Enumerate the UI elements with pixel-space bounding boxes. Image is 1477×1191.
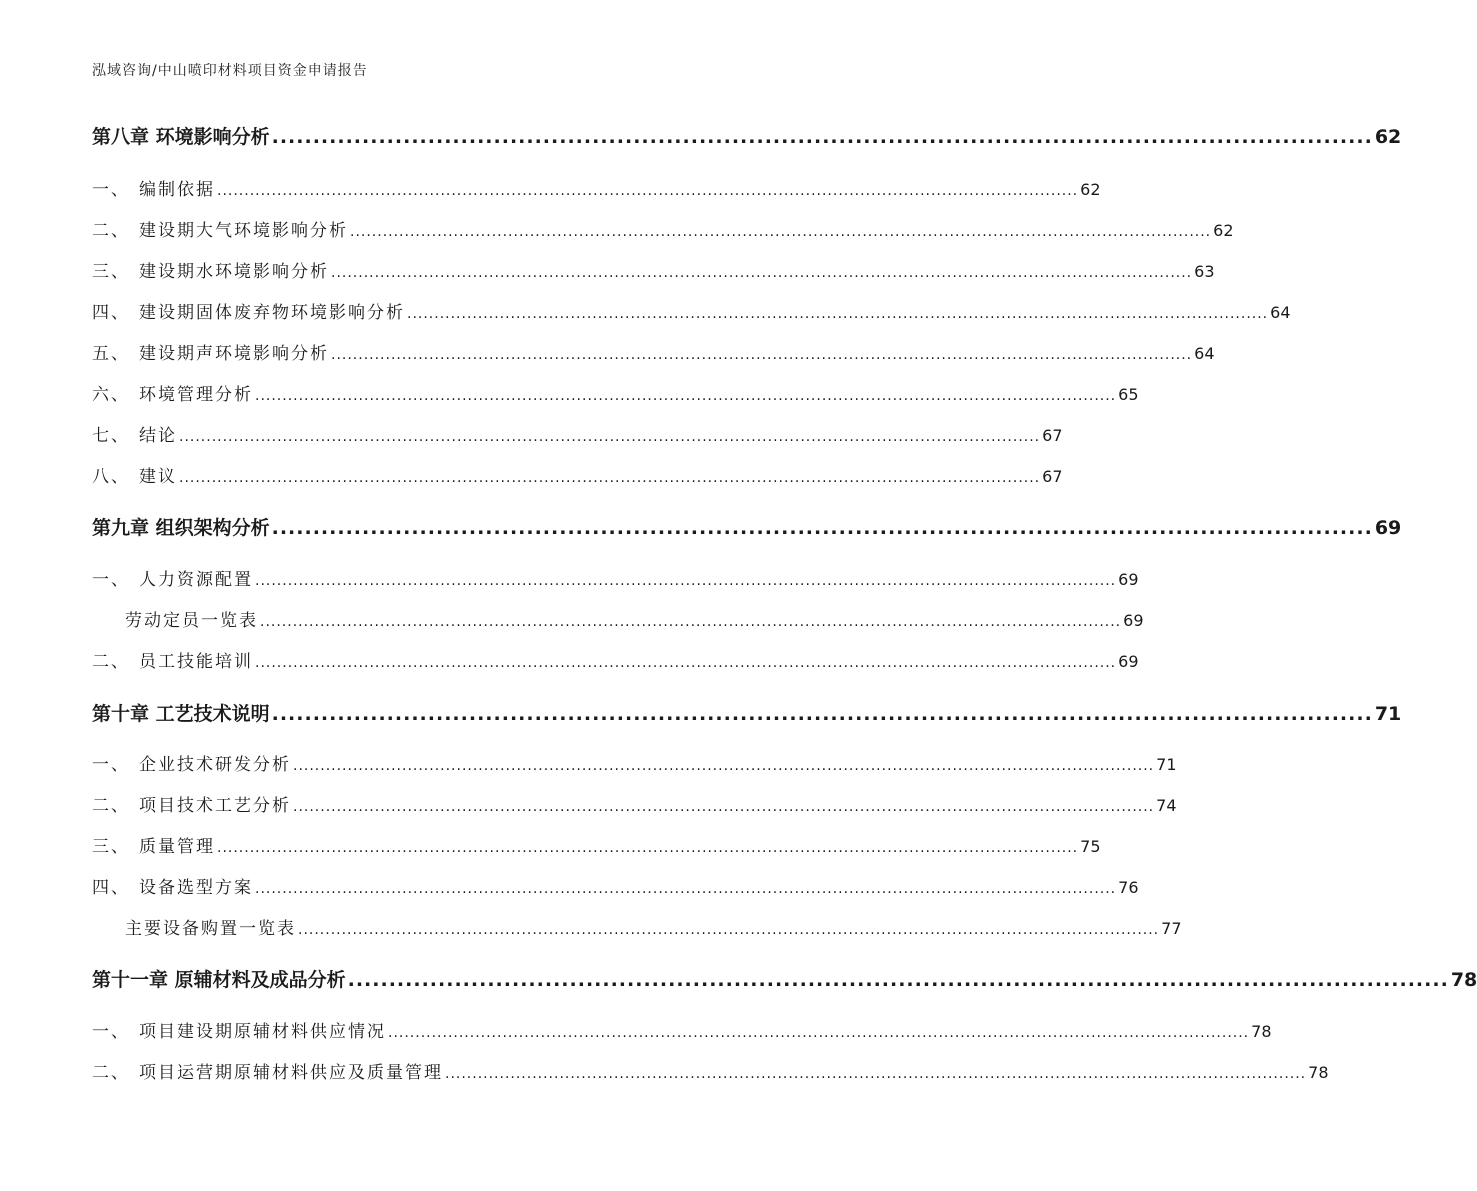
toc-page-number: 64 xyxy=(1194,344,1215,363)
leader-dots: .............................................................................................................................................................. xyxy=(255,881,1117,897)
toc-section[interactable] xyxy=(92,1058,1329,1083)
toc-page-number: 74 xyxy=(1156,796,1177,815)
leader-dots: .............................................................................................................................................................. xyxy=(445,1066,1307,1082)
toc-section[interactable] xyxy=(92,647,1139,672)
toc-section[interactable] xyxy=(92,462,1063,487)
toc-title: 第十一章 原辅材料及成品分析 xyxy=(92,969,346,991)
toc-title: 编制依据 xyxy=(139,180,215,200)
leader-dots: .............................................................................................................................................................. xyxy=(298,922,1160,938)
toc-table-entry[interactable] xyxy=(92,606,1144,631)
toc-number: 四、 xyxy=(92,878,130,898)
leader-dots: .............................................................................................................................................................. xyxy=(388,1025,1250,1041)
toc-number: 三、 xyxy=(92,837,130,857)
leader-dots: .............................................................................................................................................................. xyxy=(407,306,1269,322)
leader-dots: .............................................................................................................................................................. xyxy=(255,388,1117,404)
leader-dots: .............................................................................................................................................................. xyxy=(255,573,1117,589)
toc-page-number: 75 xyxy=(1080,837,1101,856)
leader-dots: .............................................................................................................................................................. xyxy=(179,470,1041,486)
toc-page-number: 64 xyxy=(1270,303,1291,322)
toc-page-number: 67 xyxy=(1042,467,1063,486)
toc-table-entry[interactable] xyxy=(92,914,1182,939)
toc-page-number: 69 xyxy=(1118,570,1139,589)
toc-chapter-11[interactable] xyxy=(92,965,1477,992)
toc-title: 员工技能培训 xyxy=(139,652,253,672)
toc-number: 二、 xyxy=(92,796,130,816)
toc-number: 八、 xyxy=(92,467,130,487)
toc-title: 主要设备购置一览表 xyxy=(125,919,296,939)
toc-number: 一、 xyxy=(92,570,130,590)
toc-title: 质量管理 xyxy=(139,837,215,857)
toc-page-number: 78 xyxy=(1308,1063,1329,1082)
toc-section[interactable] xyxy=(92,257,1215,282)
toc-number: 二、 xyxy=(92,221,130,241)
toc-page-number: 69 xyxy=(1374,517,1402,539)
toc-number: 五、 xyxy=(92,344,130,364)
toc-page-number: 77 xyxy=(1161,919,1182,938)
leader-dots: ...................................................................................................................................... xyxy=(271,126,1373,148)
page-header: 泓域咨询/中山喷印材料项目资金申请报告 xyxy=(92,63,368,79)
toc-title: 人力资源配置 xyxy=(139,570,253,590)
toc-section[interactable] xyxy=(92,791,1177,816)
toc-number: 一、 xyxy=(92,180,130,200)
leader-dots: .............................................................................................................................................................. xyxy=(293,758,1155,774)
toc-section[interactable] xyxy=(92,339,1215,364)
toc-page-number: 62 xyxy=(1374,126,1402,148)
toc-page-number: 62 xyxy=(1080,180,1101,199)
toc-chapter-10[interactable] xyxy=(92,699,1402,726)
toc-number: 七、 xyxy=(92,426,130,446)
toc-page-number: 69 xyxy=(1118,652,1139,671)
toc-page-number: 65 xyxy=(1118,385,1139,404)
toc-number: 一、 xyxy=(92,1022,130,1042)
toc-title: 项目建设期原辅材料供应情况 xyxy=(139,1022,386,1042)
leader-dots: .............................................................................................................................................................. xyxy=(331,265,1193,281)
toc-page-number: 78 xyxy=(1450,969,1477,991)
toc-page-number: 63 xyxy=(1194,262,1215,281)
toc-page-number: 71 xyxy=(1156,755,1177,774)
toc-page-number: 62 xyxy=(1213,221,1234,240)
toc-title: 结论 xyxy=(139,426,177,446)
toc-section[interactable] xyxy=(92,565,1139,590)
toc-number: 二、 xyxy=(92,652,130,672)
toc-title: 第九章 组织架构分析 xyxy=(92,517,270,539)
leader-dots: .............................................................................................................................................................. xyxy=(260,614,1122,630)
leader-dots: ...................................................................................................................................... xyxy=(347,969,1449,991)
toc-section[interactable] xyxy=(92,380,1139,405)
toc-title: 企业技术研发分析 xyxy=(139,755,291,775)
toc-number: 四、 xyxy=(92,303,130,323)
leader-dots: .............................................................................................................................................................. xyxy=(255,655,1117,671)
toc-title: 环境管理分析 xyxy=(139,385,253,405)
toc-section[interactable] xyxy=(92,873,1139,898)
toc-title: 建设期大气环境影响分析 xyxy=(139,221,348,241)
toc-title: 第十章 工艺技术说明 xyxy=(92,703,270,725)
toc-title: 劳动定员一览表 xyxy=(125,611,258,631)
toc-page-number: 69 xyxy=(1123,611,1144,630)
toc-title: 建设期固体废弃物环境影响分析 xyxy=(139,303,405,323)
leader-dots: .............................................................................................................................................................. xyxy=(179,429,1041,445)
toc-number: 一、 xyxy=(92,755,130,775)
toc-title: 项目运营期原辅材料供应及质量管理 xyxy=(139,1063,443,1083)
toc-section[interactable] xyxy=(92,421,1063,446)
leader-dots: .............................................................................................................................................................. xyxy=(217,840,1079,856)
leader-dots: .............................................................................................................................................................. xyxy=(331,347,1193,363)
leader-dots: .............................................................................................................................................................. xyxy=(350,224,1212,240)
leader-dots: ...................................................................................................................................... xyxy=(271,703,1373,725)
toc-section[interactable] xyxy=(92,832,1101,857)
toc-number: 二、 xyxy=(92,1063,130,1083)
toc-title: 建设期声环境影响分析 xyxy=(139,344,329,364)
toc-title: 项目技术工艺分析 xyxy=(139,796,291,816)
toc-number: 三、 xyxy=(92,262,130,282)
toc-page-number: 76 xyxy=(1118,878,1139,897)
toc-number: 六、 xyxy=(92,385,130,405)
toc-page-number: 78 xyxy=(1251,1022,1272,1041)
toc-title: 设备选型方案 xyxy=(139,878,253,898)
leader-dots: .............................................................................................................................................................. xyxy=(293,799,1155,815)
toc-chapter-8[interactable] xyxy=(92,122,1402,149)
toc-page-number: 67 xyxy=(1042,426,1063,445)
toc-section[interactable] xyxy=(92,750,1177,775)
toc-section[interactable] xyxy=(92,216,1234,241)
toc-title: 建议 xyxy=(139,467,177,487)
toc-section[interactable] xyxy=(92,175,1101,200)
toc-page-number: 71 xyxy=(1374,703,1402,725)
toc-section[interactable] xyxy=(92,1017,1272,1042)
toc-title: 第八章 环境影响分析 xyxy=(92,126,270,148)
toc-section[interactable] xyxy=(92,298,1291,323)
toc-chapter-9[interactable] xyxy=(92,513,1402,540)
leader-dots: ...................................................................................................................................... xyxy=(271,517,1373,539)
toc-title: 建设期水环境影响分析 xyxy=(139,262,329,282)
leader-dots: .............................................................................................................................................................. xyxy=(217,183,1079,199)
